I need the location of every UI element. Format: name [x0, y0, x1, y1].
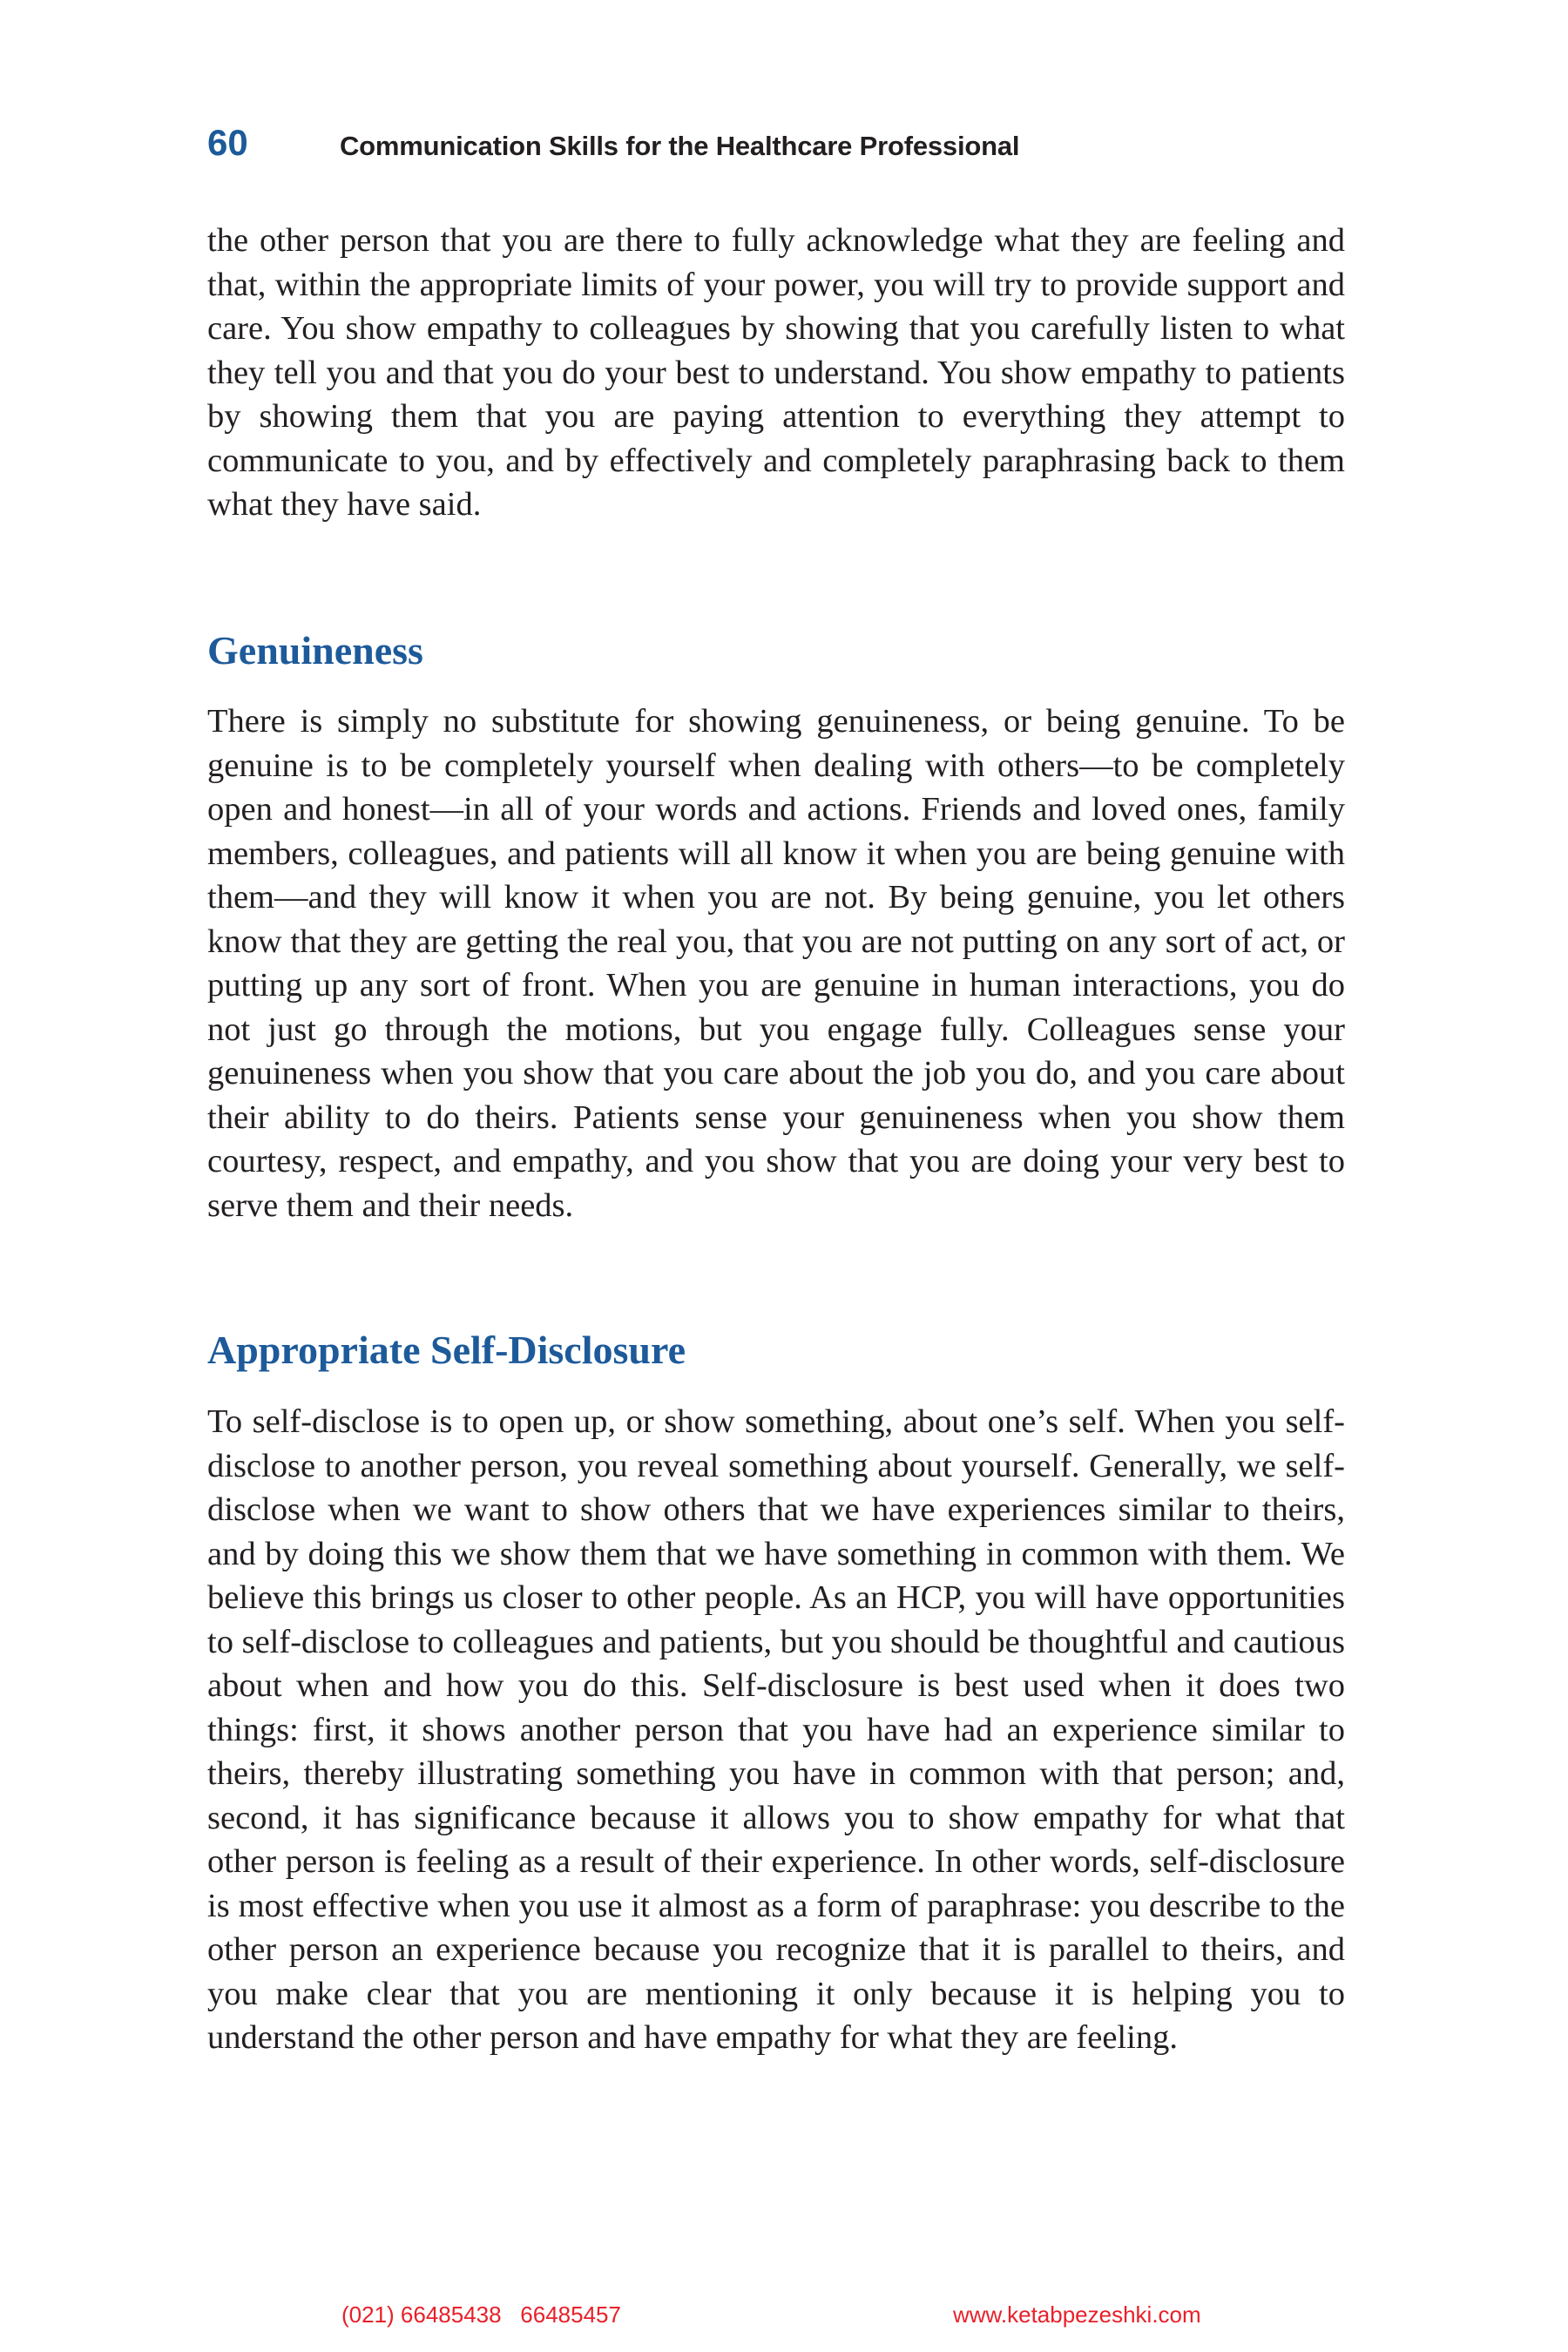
footer-website-link[interactable]: www.ketabpezeshki.com	[953, 2301, 1201, 2328]
self-disclosure-paragraph: To self-disclose is to open up, or show something, about one’s self. When you self-disclose to another person, you reveal something about yourself. Generally, we self-disclose when we want to show others that we have experiences similar to theirs, and by doing this we show them that we have something in common with them. We believe this brings us closer to other people. As an HCP, you will have opportunities to self-disclose to colleagues and patients, but you should be thoughtful and cautious about when and how you do this. Self-disclosure is best used when it does two things: first, it shows another person that you have had an experience similar to theirs, thereby illustrating something you have in common with that person; and, second, it has significance because it allows you to show empathy for what that other person is feeling as a result of their experience. In other words, self-disclosure is most effective when you use it almost as a form of paraphrase: you describe to the other person an experience because you recognize that it is parallel to theirs, and you make clear that you are mentioning it only because it is helping you to understand the other person and have empathy for what they are feeling.	[207, 1403, 1345, 2056]
footer-phone: (021) 66485438 66485457	[341, 2301, 621, 2328]
intro-paragraph: the other person that you are there to fully acknowledge what they are feeling and that, within the appropriate limits of your power, you will try to provide support and care. You show empathy to colleagues by showing that you carefully listen to what they tell you and that you do your best to understand. You show empathy to patients by showing them that you are paying attention to everything they attempt to communicate to you, and by effectively and completely paraphrasing back to them what they have said.	[207, 222, 1345, 523]
page-header	[207, 122, 1019, 164]
running-head: Communication Skills for the Healthcare Professional	[340, 131, 1020, 161]
section-heading-self-disclosure: Appropriate Self-Disclosure	[207, 1328, 686, 1372]
genuineness-paragraph: There is simply no substitute for showing genuineness, or being genuine. To be genuine is to be completely yourself when dealing with others—to be completely open and honest—in all of your words and actions. Friends and loved ones, family members, colleagues, and patients will all know it when you are being genuine with them—and they will know it when you are not. By being genuine, you let others know that they are getting the real you, that you are not putting on any sort of act, or putting up any sort of front. When you are genuine in human interactions, you do not just go through the motions, but you engage fully. Colleagues sense your genuineness when you show that you care about the job you do, and you care about their ability to do theirs. Patients sense your genuineness when you show them courtesy, respect, and empathy, and you show that you are doing your very best to serve them and their needs.	[207, 703, 1345, 1224]
page-number: 60	[207, 122, 248, 163]
section-heading-genuineness: Genuineness	[207, 628, 423, 672]
